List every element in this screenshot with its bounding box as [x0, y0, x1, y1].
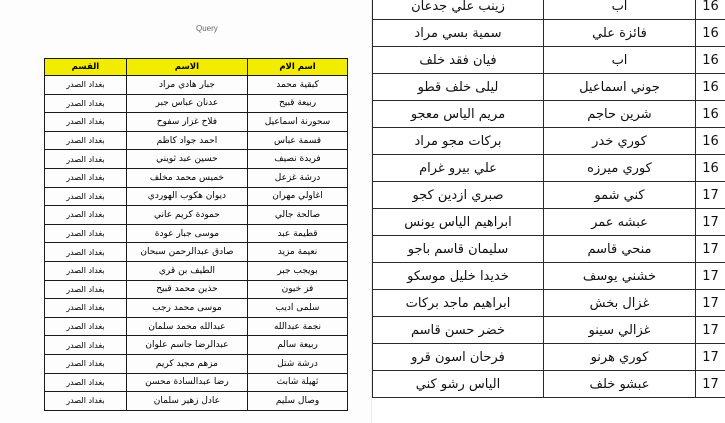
- cell-secondary-name: كوري ميرزه: [544, 155, 696, 182]
- beneficiaries-table-body: [373, 0, 725, 398]
- beneficiaries-table: [372, 0, 725, 398]
- query-label: Query: [196, 24, 218, 33]
- cell-primary-name: فرحان اسون قرو: [373, 344, 544, 371]
- cell-index: 17: [696, 371, 725, 398]
- table-row: [45, 94, 348, 113]
- cell-primary-name: الياس رشو كني: [373, 371, 544, 398]
- cell-mother-name: ربيعة سالم: [248, 336, 348, 355]
- cell-mother-name: وصال سليم: [248, 392, 348, 411]
- cell-secondary-name: فائزة علي: [544, 20, 696, 47]
- table-row: [45, 150, 348, 169]
- cell-index: 17: [696, 182, 725, 209]
- table-row: [373, 209, 725, 236]
- cell-mother-name: بويجب جبر: [248, 261, 348, 280]
- cell-primary-name: سليمان قاسم باجو: [373, 236, 544, 263]
- cell-mother-name: كبقية محمد: [248, 76, 348, 95]
- cell-name: فلاح غزار سفوح: [126, 113, 247, 132]
- cell-mother-name: فز خيون: [248, 280, 348, 299]
- names-table-header: [45, 59, 348, 76]
- table-row: [373, 290, 725, 317]
- cell-name: صادق عبدالرحمن سبحان: [126, 243, 247, 262]
- cell-mother-name: قطيمة عبد: [248, 224, 348, 243]
- cell-primary-name: خديدا خليل موسكو: [373, 263, 544, 290]
- table-row: [45, 224, 348, 243]
- cell-primary-name: بركات مجو مراد: [373, 128, 544, 155]
- cell-secondary-name: اب: [544, 0, 696, 20]
- cell-department: بغداد الصدر: [45, 354, 127, 373]
- cell-name: حسين عبد ثويني: [126, 150, 247, 169]
- cell-department: بغداد الصدر: [45, 299, 127, 318]
- cell-name: عدنان عباس جبر: [126, 94, 247, 113]
- cell-secondary-name: عبشو خلف: [544, 371, 696, 398]
- cell-mother-name: درشة غزعل: [248, 168, 348, 187]
- column-header-mother-name: اسم الام: [248, 59, 348, 76]
- table-row: [45, 392, 348, 411]
- table-row: [45, 354, 348, 373]
- cell-index: 17: [696, 263, 725, 290]
- cell-department: بغداد الصدر: [45, 392, 127, 411]
- cell-department: بغداد الصدر: [45, 206, 127, 225]
- cell-department: بغداد الصدر: [45, 113, 127, 132]
- cell-mother-name: ثهيلة شابث: [248, 373, 348, 392]
- cell-name: جبار هادي مراد: [126, 76, 247, 95]
- table-row: [373, 128, 725, 155]
- cell-primary-name: صبري ازدين كجو: [373, 182, 544, 209]
- table-row: [373, 20, 725, 47]
- cell-index: 17: [696, 209, 725, 236]
- cell-mother-name: ربيعة قبيح: [248, 94, 348, 113]
- table-row: [373, 236, 725, 263]
- cell-secondary-name: غزال بخش: [544, 290, 696, 317]
- table-row: [373, 317, 725, 344]
- cell-department: بغداد الصدر: [45, 150, 127, 169]
- cell-department: بغداد الصدر: [45, 168, 127, 187]
- cell-secondary-name: كني شمو: [544, 182, 696, 209]
- table-row: [45, 373, 348, 392]
- cell-name: حمودة كريم عاني: [126, 206, 247, 225]
- table-row: [45, 168, 348, 187]
- cell-mother-name: نعيمة مزيد: [248, 243, 348, 262]
- cell-primary-name: سمية بسي مراد: [373, 20, 544, 47]
- table-row: [373, 182, 725, 209]
- cell-mother-name: صالحة جالي: [248, 206, 348, 225]
- cell-department: بغداد الصدر: [45, 76, 127, 95]
- column-header-name: الاسم: [126, 59, 247, 76]
- cell-name: خميس محمد مخلف: [126, 168, 247, 187]
- cell-index: 16: [696, 0, 725, 20]
- table-row: [373, 371, 725, 398]
- cell-department: بغداد الصدر: [45, 131, 127, 150]
- table-header-row: [45, 59, 348, 76]
- table-row: [45, 317, 348, 336]
- cell-index: 17: [696, 317, 725, 344]
- cell-secondary-name: اب: [544, 47, 696, 74]
- cell-index: 16: [696, 74, 725, 101]
- table-row: [45, 280, 348, 299]
- cell-name: احمد جواد كاظم: [126, 131, 247, 150]
- cell-index: 16: [696, 47, 725, 74]
- right-document-panel: [372, 0, 725, 423]
- table-row: [45, 243, 348, 262]
- cell-mother-name: درشة شتل: [248, 354, 348, 373]
- table-row: [373, 0, 725, 20]
- cell-primary-name: زينب علي جدعان: [373, 0, 544, 20]
- table-row: [373, 263, 725, 290]
- cell-index: 16: [696, 101, 725, 128]
- cell-name: مزهم مجيد كريم: [126, 354, 247, 373]
- cell-index: 16: [696, 20, 725, 47]
- cell-department: بغداد الصدر: [45, 243, 127, 262]
- cell-department: بغداد الصدر: [45, 317, 127, 336]
- cell-name: الطيف بن قري: [126, 261, 247, 280]
- cell-name: ديوان هكوب الهوردي: [126, 187, 247, 206]
- table-row: [45, 113, 348, 132]
- cell-primary-name: خضر حسن قاسم: [373, 317, 544, 344]
- cell-name: رضا عبدالسادة محسن: [126, 373, 247, 392]
- cell-secondary-name: جوني اسماعيل: [544, 74, 696, 101]
- cell-department: بغداد الصدر: [45, 373, 127, 392]
- cell-secondary-name: عبشه عمر: [544, 209, 696, 236]
- cell-index: 17: [696, 236, 725, 263]
- names-table: [44, 58, 348, 411]
- cell-mother-name: فريدة نصيف: [248, 150, 348, 169]
- cell-department: بغداد الصدر: [45, 94, 127, 113]
- cell-secondary-name: غزالي سينو: [544, 317, 696, 344]
- table-row: [373, 155, 725, 182]
- cell-mother-name: قسمة عباس: [248, 131, 348, 150]
- table-row: [45, 76, 348, 95]
- cell-index: 16: [696, 128, 725, 155]
- cell-mother-name: سحورنة اسماعيل: [248, 113, 348, 132]
- cell-secondary-name: كوري هرنو: [544, 344, 696, 371]
- cell-primary-name: ليلى خلف قطو: [373, 74, 544, 101]
- cell-mother-name: نجمة عبدالله: [248, 317, 348, 336]
- cell-name: عبدالله محمد سلمان: [126, 317, 247, 336]
- table-row: [373, 101, 725, 128]
- cell-primary-name: علي بيرو غرام: [373, 155, 544, 182]
- cell-mother-name: اغاولي مهران: [248, 187, 348, 206]
- cell-secondary-name: خشني يوسف: [544, 263, 696, 290]
- cell-name: حذين محمد قبيح: [126, 280, 247, 299]
- cell-department: بغداد الصدر: [45, 187, 127, 206]
- table-row: [45, 299, 348, 318]
- cell-name: موسى جبار عودة: [126, 224, 247, 243]
- cell-index: 17: [696, 344, 725, 371]
- table-row: [45, 261, 348, 280]
- cell-secondary-name: شرين حاجم: [544, 101, 696, 128]
- cell-name: عادل زهير سلمان: [126, 392, 247, 411]
- cell-department: بغداد الصدر: [45, 224, 127, 243]
- cell-index: 17: [696, 290, 725, 317]
- table-row: [45, 336, 348, 355]
- table-row: [45, 187, 348, 206]
- cell-name: عبدالرضا جاسم علوان: [126, 336, 247, 355]
- cell-secondary-name: كوري خدر: [544, 128, 696, 155]
- cell-primary-name: فيان فقد خلف: [373, 47, 544, 74]
- cell-primary-name: ابراهيم ماجد بركات: [373, 290, 544, 317]
- names-table-body: [45, 76, 348, 411]
- cell-index: 16: [696, 155, 725, 182]
- table-row: [45, 206, 348, 225]
- table-row: [373, 344, 725, 371]
- cell-secondary-name: منحي قاسم: [544, 236, 696, 263]
- cell-name: موسى محمد رجب: [126, 299, 247, 318]
- cell-mother-name: سلمى اديب: [248, 299, 348, 318]
- cell-primary-name: مريم الياس معجو: [373, 101, 544, 128]
- cell-department: بغداد الصدر: [45, 261, 127, 280]
- table-row: [373, 47, 725, 74]
- cell-department: بغداد الصدر: [45, 280, 127, 299]
- cell-department: بغداد الصدر: [45, 336, 127, 355]
- column-header-department: القسم: [45, 59, 127, 76]
- cell-primary-name: ابراهيم الياس يونس: [373, 209, 544, 236]
- table-row: [45, 131, 348, 150]
- table-row: [373, 74, 725, 101]
